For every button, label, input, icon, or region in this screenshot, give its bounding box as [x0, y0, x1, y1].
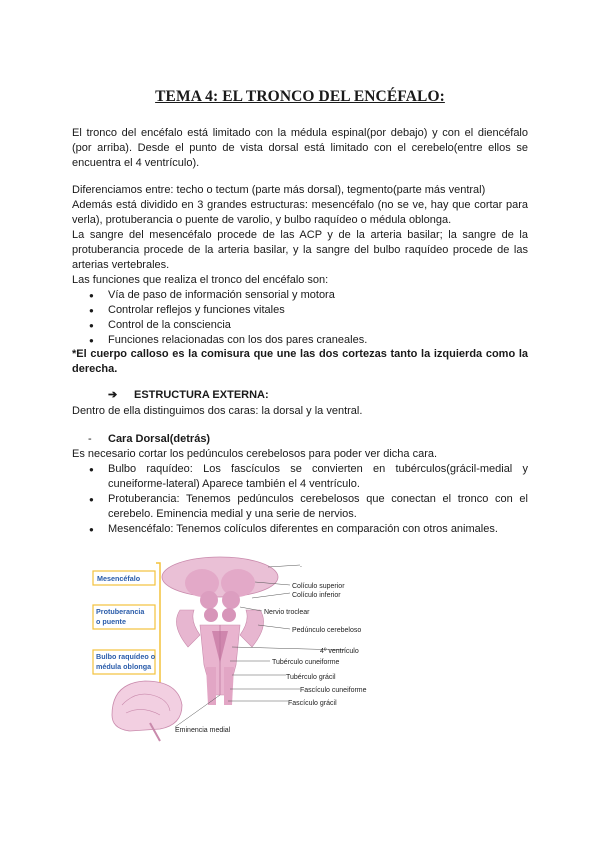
- nota-text: *El cuerpo calloso es la comisura que une las dos cortezas tanto la izquierda como la derecha.: [72, 348, 528, 375]
- ademas-text: Además está dividido en 3 grandes estructuras: mesencéfalo (no se ve, hay que cortar para verla), protuberancia o puente de varolio, y bulbo raquídeo o médula oblonga.: [72, 199, 528, 226]
- list-item: ● Bulbo raquídeo: Los fascículos se convierten en tubérculos(grácil-medial y cuneiforme-lateral) Aparece también el 4 ventrículo.: [72, 462, 528, 492]
- brainstem-figure: [90, 555, 370, 745]
- list-item: ● Controlar reflejos y funciones vitales: [72, 303, 528, 318]
- dash-bullet: -: [88, 433, 92, 445]
- tuberculo-cuneiforme-label: Tubérculo cuneiforme: [272, 659, 340, 666]
- cara-dorsal-heading: [88, 433, 210, 445]
- cara-dorsal-heading-text: Cara Dorsal(detrás): [108, 433, 211, 445]
- list-item: ● Funciones relacionadas con los dos pares craneales.: [72, 333, 528, 348]
- intro-paragraph: [72, 126, 528, 171]
- sangre-text: La sangre del mesencéfalo procede de las ACP y de la arteria basilar; la sangre de la protuberancia procede de la arteria basilar, y la sangre del bulbo raquídeo procede de las arterias vertebrales.: [72, 229, 528, 271]
- bulbo-label: Bulbo raquídeo o: [96, 652, 156, 661]
- diferenciamos-text: Diferenciamos entre: techo o tectum (parte más dorsal), tegmento(parte más ventral): [72, 184, 486, 196]
- pedunculo-cerebeloso-label: Pedúnculo cerebeloso: [292, 627, 362, 634]
- nota-paragraph: [72, 347, 528, 377]
- brain-sagittal-inset: [112, 681, 182, 741]
- list-item: ● Mesencéfalo: Tenemos colículos diferentes en comparación con otros animales.: [72, 522, 528, 537]
- figure-dot-label: .: [300, 562, 302, 569]
- cuarto-ventriculo-label: 4º ventrículo: [320, 648, 359, 655]
- nervio-troclear-label: Nervio troclear: [264, 609, 310, 616]
- protuberancia-label: Protuberancia: [96, 607, 145, 616]
- estructura-text: Dentro de ella distinguimos dos caras: la dorsal y la ventral.: [72, 405, 363, 417]
- estructura-heading: [108, 388, 269, 401]
- arrow-icon: ➔: [108, 389, 118, 401]
- list-item: ● Protuberancia: Tenemos pedúnculos cerebelosos que conectan el tronco con el cerebelo. Eminencia medial y una serie de nervios.: [72, 492, 528, 522]
- fasciculo-cuneiforme-label: Fascículo cuneiforme: [300, 687, 367, 694]
- eminencia-medial-label: Eminencia medial: [175, 727, 231, 734]
- cara-dorsal-text: Es necesario cortar los pedúnculos cerebelosos para poder ver dicha cara.: [72, 448, 438, 460]
- page-title: TEMA 4: EL TRONCO DEL ENCÉFALO:: [155, 88, 445, 105]
- list-item: ● Vía de paso de información sensorial y motora: [72, 288, 528, 303]
- coliculo-inferior-label: Colículo inferior: [292, 592, 341, 599]
- estructura-heading-text: ESTRUCTURA EXTERNA:: [134, 389, 269, 401]
- puente-label: o puente: [96, 617, 126, 626]
- list-item: ● Control de la consciencia: [72, 318, 528, 333]
- fasciculo-gracil-label: Fascículo grácil: [288, 700, 337, 707]
- medula-label: médula oblonga: [96, 662, 152, 671]
- funciones-intro-text: Las funciones que realiza el tronco del encéfalo son:: [72, 274, 329, 286]
- coliculo-superior-label: Colículo superior: [292, 583, 345, 590]
- intro-text: El tronco del encéfalo está limitado con la médula espinal(por debajo) y con el diencéfalo (por arriba). Desde el punto de vista dorsal está limitado con el cerebelo(entre ellos se encuentra el 4 ventrículo).: [72, 127, 528, 169]
- cara-dorsal-list: [72, 462, 528, 537]
- yellow-bracket: [156, 563, 160, 695]
- brainstem-drawing: [162, 557, 278, 705]
- mesencefalo-label: Mesencéfalo: [97, 574, 141, 583]
- funciones-list: [72, 288, 528, 348]
- cara-dorsal-paragraph: [72, 447, 528, 462]
- tuberculo-gracil-label: Tubérculo grácil: [286, 674, 336, 681]
- structure-paragraphs: [72, 183, 528, 288]
- estructura-paragraph: [72, 404, 528, 419]
